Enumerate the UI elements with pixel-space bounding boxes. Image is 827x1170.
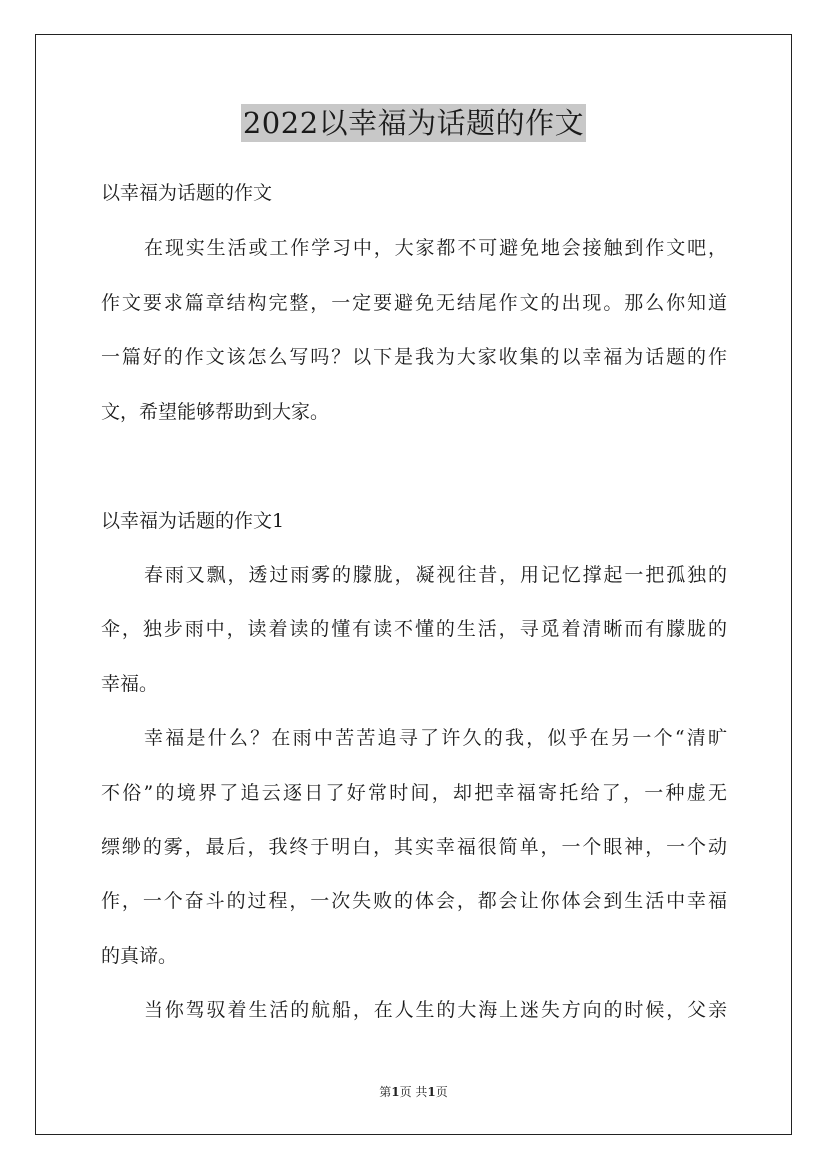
para2-line-4: 作，一个奋斗的过程，一次失败的体会，都会让你体会到生活中幸福: [101, 890, 727, 912]
para1-line-2: 伞，独步雨中，读着读的懂有读不懂的生活，寻觅着清晰而有朦胧的: [101, 618, 727, 640]
document-subtitle: 以幸福为话题的作文: [101, 182, 273, 204]
footer-page-current: 1: [391, 1085, 400, 1099]
intro-line-2: 作文要求篇章结构完整，一定要避免无结尾作文的出现。那么你知道: [101, 292, 727, 314]
para2-line-2: 不俗”的境界了追云逐日了好常时间，却把幸福寄托给了，一种虚无: [101, 782, 727, 804]
para1-line-1: 春雨又飘，透过雨雾的朦胧，凝视往昔，用记忆撑起一把孤独的: [144, 564, 727, 586]
footer-page-prefix: 第: [379, 1085, 392, 1099]
title-container: [0, 104, 827, 142]
para2-line-5: 的真谛。: [101, 945, 178, 967]
para2-line-3: 缥缈的雾，最后，我终于明白，其实幸福很简单，一个眼神，一个动: [101, 836, 727, 858]
intro-line-1: 在现实生活或工作学习中，大家都不可避免地会接触到作文吧，: [144, 237, 727, 259]
footer-page-mid: 页 共: [399, 1085, 428, 1099]
section-heading: 以幸福为话题的作文1: [101, 510, 285, 532]
intro-line-3: 一篇好的作文该怎么写吗？以下是我为大家收集的以幸福为话题的作: [101, 346, 727, 368]
para3-line-1: 当你驾驭着生活的航船，在人生的大海上迷失方向的时候，父亲: [144, 999, 727, 1021]
document-title: 2022以幸福为话题的作文: [242, 106, 585, 140]
footer-page-suffix: 页: [435, 1085, 448, 1099]
para1-line-3: 幸福。: [101, 673, 159, 695]
footer-page-total: 1: [427, 1085, 436, 1099]
intro-line-4: 文，希望能够帮助到大家。: [101, 401, 330, 423]
para2-line-1: 幸福是什么？在雨中苦苦追寻了许久的我，似乎在另一个“清旷: [144, 727, 727, 749]
page-footer: [0, 1084, 827, 1100]
